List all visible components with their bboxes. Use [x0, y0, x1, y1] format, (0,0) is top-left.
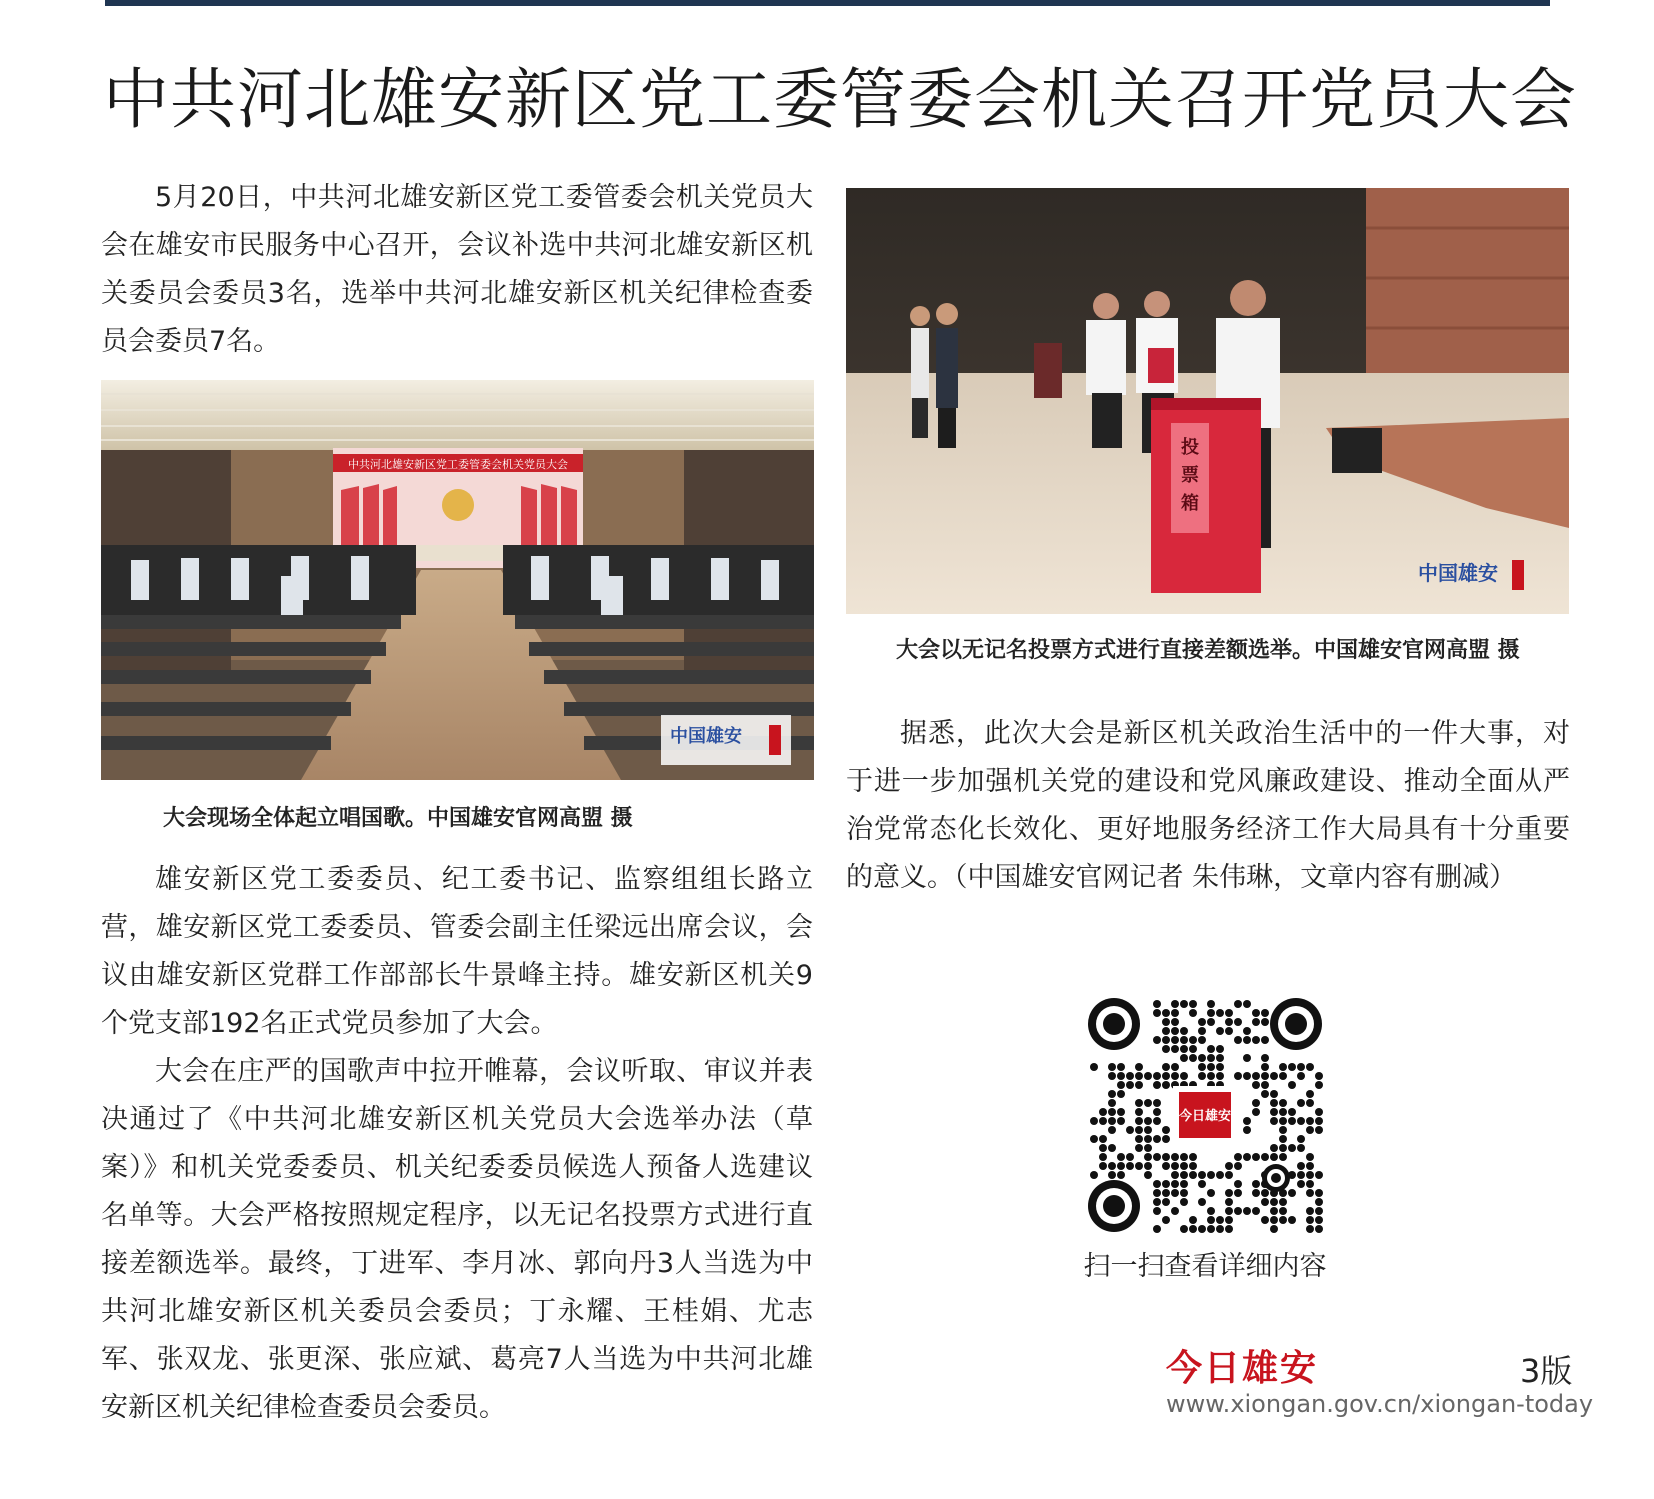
qr-dot — [1198, 1072, 1206, 1080]
qr-dot — [1198, 1036, 1206, 1044]
qr-dot — [1090, 1135, 1098, 1143]
qr-dot — [1252, 1081, 1260, 1089]
qr-dot — [1225, 1216, 1233, 1224]
qr-dot — [1243, 1036, 1251, 1044]
qr-dot — [1225, 1027, 1233, 1035]
qr-dot — [1261, 1009, 1269, 1017]
qr-dot — [1207, 1225, 1215, 1233]
qr-dot — [1288, 1216, 1296, 1224]
hall-banner-text: 中共河北雄安新区党工委管委会机关党员大会 — [348, 458, 568, 471]
qr-dot — [1315, 1117, 1323, 1125]
qr-code[interactable] — [1086, 996, 1324, 1234]
qr-dot — [1270, 1090, 1278, 1098]
qr-dot — [1153, 1225, 1161, 1233]
qr-dot — [1279, 1117, 1287, 1125]
qr-dot — [1144, 1072, 1152, 1080]
qr-dot — [1270, 1117, 1278, 1125]
qr-dot — [1279, 1063, 1287, 1071]
qr-dot — [1315, 1225, 1323, 1233]
qr-dot — [1297, 1162, 1305, 1170]
qr-dot — [1162, 1162, 1170, 1170]
qr-dot — [1117, 1090, 1125, 1098]
qr-dot — [1162, 1189, 1170, 1197]
qr-dot — [1225, 1009, 1233, 1017]
qr-dot — [1117, 1162, 1125, 1170]
qr-dot — [1306, 1153, 1314, 1161]
qr-dot — [1216, 1216, 1224, 1224]
qr-dot — [1297, 1180, 1305, 1188]
qr-dot — [1216, 1072, 1224, 1080]
qr-dot — [1288, 1063, 1296, 1071]
qr-dot — [1162, 1045, 1170, 1053]
qr-dot — [1279, 1153, 1287, 1161]
qr-dot — [1153, 1180, 1161, 1188]
qr-dot — [1189, 1045, 1197, 1053]
qr-dot — [1189, 1171, 1197, 1179]
qr-dot — [1144, 1171, 1152, 1179]
qr-dot — [1180, 1054, 1188, 1062]
qr-dot — [1279, 1072, 1287, 1080]
qr-dot — [1216, 1063, 1224, 1071]
left-column-bottom — [101, 856, 813, 1432]
qr-dot — [1153, 1117, 1161, 1125]
qr-dot — [1261, 1153, 1269, 1161]
qr-dot — [1189, 1225, 1197, 1233]
qr-dot — [1207, 1000, 1215, 1008]
qr-dot — [1288, 1189, 1296, 1197]
qr-dot — [1297, 1072, 1305, 1080]
qr-dot — [1126, 1072, 1134, 1080]
qr-dot — [1108, 1099, 1116, 1107]
paragraph-4: 据悉，此次大会是新区机关政治生活中的一件大事，对于进一步加强机关党的建设和党风廉政建设、推动全面从严治党常态化长效化、更好地服务经济工作大局具有十分重要的意义。（中国雄安官网记者 朱伟琳，文章内容有删减） — [846, 718, 1570, 893]
qr-dot — [1306, 1162, 1314, 1170]
qr-dot — [1306, 1090, 1314, 1098]
qr-dot — [1189, 1153, 1197, 1161]
photo-ballot-voting — [846, 188, 1569, 614]
qr-dot — [1234, 1072, 1242, 1080]
qr-dot — [1135, 1144, 1143, 1152]
qr-dot — [1153, 1153, 1161, 1161]
qr-dot — [1288, 1081, 1296, 1089]
qr-dot — [1279, 1126, 1287, 1134]
qr-dot — [1153, 1000, 1161, 1008]
paragraph-1: 5月20日，中共河北雄安新区党工委管委会机关党员大会在雄安市民服务中心召开，会议补选中共河北雄安新区机关委员会委员3名，选举中共河北雄安新区机关纪律检查委员会委员7名。 — [101, 182, 813, 357]
qr-dot — [1144, 1153, 1152, 1161]
ballot-voting-illustration — [846, 188, 1569, 614]
qr-dot — [1108, 1063, 1116, 1071]
qr-dot — [1171, 1063, 1179, 1071]
qr-dot — [1126, 1081, 1134, 1089]
qr-dot — [1153, 1036, 1161, 1044]
qr-dot — [1315, 1189, 1323, 1197]
qr-dot — [1306, 1117, 1314, 1125]
qr-dot — [1099, 1117, 1107, 1125]
qr-dot — [1297, 1135, 1305, 1143]
qr-dot — [1135, 1099, 1143, 1107]
qr-dot — [1108, 1144, 1116, 1152]
qr-dot — [1153, 1207, 1161, 1215]
qr-dot — [1225, 1018, 1233, 1026]
qr-dot — [1261, 1063, 1269, 1071]
edition-number: 3版 — [1520, 1352, 1573, 1390]
qr-dot — [1234, 1036, 1242, 1044]
qr-dot — [1207, 1072, 1215, 1080]
qr-dot — [1108, 1126, 1116, 1134]
qr-dot — [1315, 1207, 1323, 1215]
qr-dot — [1171, 1000, 1179, 1008]
paragraph-3: 大会在庄严的国歌声中拉开帷幕，会议听取、审议并表决通过了《中共河北雄安新区机关党员大会选举办法（草案）》和机关党委委员、机关纪委委员候选人预备人选建议名单等。大会严格按照规定程序，以无记名投票方式进行直接差额选举。最终，丁进军、李月冰、郭向丹3人当选为中共河北雄安新区机关委员会委员；丁永耀、王桂娟、尤志军、张双龙、张更深、张应斌、葛亮7人当选为中共河北雄安新区机关纪律检查委员会委员。 — [101, 1056, 813, 1423]
qr-dot — [1180, 1180, 1188, 1188]
qr-dot — [1135, 1135, 1143, 1143]
qr-dot — [1297, 1171, 1305, 1179]
qr-dot — [1252, 1009, 1260, 1017]
qr-dot — [1162, 1126, 1170, 1134]
qr-dot — [1207, 1189, 1215, 1197]
qr-dot — [1198, 1054, 1206, 1062]
qr-dot — [1234, 1207, 1242, 1215]
qr-dot — [1252, 1108, 1260, 1116]
qr-dot — [1207, 1054, 1215, 1062]
qr-dot — [1180, 1045, 1188, 1053]
qr-dot — [1306, 1171, 1314, 1179]
qr-dot — [1180, 1189, 1188, 1197]
qr-dot — [1234, 1180, 1242, 1188]
qr-dot — [1180, 1000, 1188, 1008]
qr-dot — [1117, 1117, 1125, 1125]
qr-dot — [1162, 1063, 1170, 1071]
qr-dot — [1162, 1009, 1170, 1017]
qr-dot — [1135, 1072, 1143, 1080]
qr-dot — [1171, 1036, 1179, 1044]
qr-dot — [1198, 1171, 1206, 1179]
qr-dot — [1216, 1045, 1224, 1053]
qr-finder-top-right — [1270, 998, 1322, 1050]
qr-dot — [1270, 1108, 1278, 1116]
footer-brand-logo: 今日雄安 — [1166, 1347, 1319, 1389]
qr-dot — [1108, 1108, 1116, 1116]
qr-dot — [1162, 1216, 1170, 1224]
qr-dot — [1270, 1072, 1278, 1080]
qr-dot — [1315, 1108, 1323, 1116]
qr-dot — [1180, 1072, 1188, 1080]
qr-dot — [1279, 1144, 1287, 1152]
qr-dot — [1135, 1126, 1143, 1134]
qr-dot — [1234, 1000, 1242, 1008]
qr-dot — [1234, 1189, 1242, 1197]
qr-dot — [1153, 1072, 1161, 1080]
qr-dot — [1225, 1189, 1233, 1197]
qr-dot — [1171, 1018, 1179, 1026]
qr-dot — [1108, 1117, 1116, 1125]
qr-dot — [1270, 1216, 1278, 1224]
qr-dot — [1153, 1099, 1161, 1107]
qr-dot — [1279, 1099, 1287, 1107]
qr-dot — [1270, 1207, 1278, 1215]
qr-dot — [1252, 1099, 1260, 1107]
qr-dot — [1252, 1036, 1260, 1044]
qr-dot — [1171, 1207, 1179, 1215]
qr-dot — [1171, 1072, 1179, 1080]
qr-dot — [1270, 1198, 1278, 1206]
right-column-text — [846, 710, 1570, 902]
qr-dot — [1261, 1189, 1269, 1197]
qr-dot — [1162, 1018, 1170, 1026]
qr-dot — [1297, 1144, 1305, 1152]
qr-dot — [1207, 1171, 1215, 1179]
qr-code-graphic — [1086, 996, 1324, 1234]
qr-dot — [1261, 1018, 1269, 1026]
qr-dot — [1171, 1045, 1179, 1053]
qr-dot — [1135, 1081, 1143, 1089]
footer-url[interactable]: www.xiongan.gov.cn/xiongan-today — [1166, 1390, 1594, 1418]
qr-dot — [1153, 1081, 1161, 1089]
qr-dot — [1171, 1171, 1179, 1179]
qr-dot — [1180, 1153, 1188, 1161]
qr-dot — [1180, 1162, 1188, 1170]
photo-assembly-hall — [101, 380, 814, 780]
photo2-watermark: 中国雄安 — [1418, 561, 1498, 585]
qr-dot — [1198, 1198, 1206, 1206]
qr-dot — [1117, 1081, 1125, 1089]
qr-dot — [1144, 1117, 1152, 1125]
qr-dot — [1126, 1162, 1134, 1170]
qr-dot — [1261, 1198, 1269, 1206]
qr-dot — [1135, 1108, 1143, 1116]
qr-dot — [1144, 1144, 1152, 1152]
qr-dot — [1090, 1117, 1098, 1125]
qr-dot — [1207, 1009, 1215, 1017]
qr-dot — [1198, 1225, 1206, 1233]
qr-dot — [1099, 1162, 1107, 1170]
qr-dot — [1189, 1054, 1197, 1062]
qr-dot — [1117, 1108, 1125, 1116]
assembly-hall-illustration — [101, 380, 814, 780]
qr-dot — [1279, 1108, 1287, 1116]
qr-dot — [1234, 1018, 1242, 1026]
qr-label: 扫一扫查看详细内容 — [1083, 1251, 1327, 1282]
qr-dot — [1243, 1072, 1251, 1080]
qr-dot — [1252, 1180, 1260, 1188]
qr-dot — [1297, 1117, 1305, 1125]
qr-dot — [1315, 1216, 1323, 1224]
qr-dot — [1261, 1072, 1269, 1080]
qr-finder-bottom-left — [1088, 1180, 1140, 1232]
qr-dot — [1207, 1063, 1215, 1071]
qr-dot — [1270, 1153, 1278, 1161]
qr-finder-top-left — [1088, 998, 1140, 1050]
qr-dot — [1279, 1198, 1287, 1206]
qr-dot — [1279, 1135, 1287, 1143]
qr-dot — [1261, 1054, 1269, 1062]
qr-dot — [1207, 1018, 1215, 1026]
qr-dot — [1153, 1135, 1161, 1143]
qr-dot — [1315, 1171, 1323, 1179]
qr-dot — [1117, 1063, 1125, 1071]
qr-dot — [1243, 1126, 1251, 1134]
qr-dot — [1162, 1198, 1170, 1206]
qr-dot — [1225, 1198, 1233, 1206]
qr-dot — [1306, 1099, 1314, 1107]
qr-dot — [1171, 1027, 1179, 1035]
qr-dot — [1180, 1027, 1188, 1035]
qr-dot — [1108, 1162, 1116, 1170]
qr-dot — [1198, 1063, 1206, 1071]
qr-dot — [1099, 1144, 1107, 1152]
qr-dot — [1153, 1198, 1161, 1206]
qr-center-logo: 今日雄安 — [1178, 1109, 1232, 1124]
qr-dot — [1162, 1036, 1170, 1044]
qr-dot — [1288, 1144, 1296, 1152]
qr-dot — [1216, 1171, 1224, 1179]
qr-dot — [1234, 1162, 1242, 1170]
qr-dot — [1270, 1099, 1278, 1107]
qr-alignment-mark — [1262, 1164, 1290, 1192]
qr-dot — [1162, 1081, 1170, 1089]
qr-dot — [1162, 1153, 1170, 1161]
qr-dot — [1207, 1045, 1215, 1053]
top-rule — [105, 0, 1550, 6]
qr-dot — [1252, 1207, 1260, 1215]
qr-dot — [1252, 1189, 1260, 1197]
photo1-watermark: 中国雄安 — [670, 726, 742, 747]
qr-dot — [1198, 1180, 1206, 1188]
qr-dot — [1180, 1225, 1188, 1233]
qr-dot — [1162, 1180, 1170, 1188]
ballot-box-text: 投票箱 — [1181, 437, 1199, 514]
qr-dot — [1270, 1144, 1278, 1152]
qr-dot — [1315, 1198, 1323, 1206]
qr-dot — [1288, 1108, 1296, 1116]
qr-dot — [1108, 1171, 1116, 1179]
qr-dot — [1261, 1081, 1269, 1089]
photo1-caption: 大会现场全体起立唱国歌。中国雄安官网高盟 摄 — [163, 805, 633, 831]
qr-dot — [1117, 1171, 1125, 1179]
qr-dot — [1099, 1108, 1107, 1116]
qr-dot — [1117, 1072, 1125, 1080]
qr-dot — [1315, 1126, 1323, 1134]
qr-dot — [1090, 1171, 1098, 1179]
qr-dot — [1099, 1135, 1107, 1143]
qr-dot — [1252, 1018, 1260, 1026]
qr-dot — [1171, 1189, 1179, 1197]
qr-dot — [1243, 1153, 1251, 1161]
qr-dot — [1306, 1063, 1314, 1071]
qr-dot — [1252, 1153, 1260, 1161]
qr-dot — [1153, 1108, 1161, 1116]
qr-dot — [1171, 1180, 1179, 1188]
qr-dot — [1288, 1117, 1296, 1125]
qr-dot — [1243, 1054, 1251, 1062]
qr-dot — [1279, 1216, 1287, 1224]
qr-dot — [1162, 1135, 1170, 1143]
qr-dot — [1117, 1153, 1125, 1161]
qr-dot — [1279, 1207, 1287, 1215]
qr-dot — [1243, 1027, 1251, 1035]
qr-dot — [1189, 1009, 1197, 1017]
qr-dot — [1126, 1126, 1134, 1134]
article-title: 中共河北雄安新区党工委管委会机关召开党员大会 — [103, 61, 1577, 138]
qr-dot — [1207, 1216, 1215, 1224]
qr-dot — [1225, 1162, 1233, 1170]
qr-dot — [1153, 1189, 1161, 1197]
qr-dot — [1207, 1207, 1215, 1215]
qr-dot — [1234, 1153, 1242, 1161]
qr-dot — [1306, 1180, 1314, 1188]
qr-dot — [1162, 1072, 1170, 1080]
qr-dot — [1171, 1153, 1179, 1161]
qr-dot — [1261, 1036, 1269, 1044]
qr-dot — [1243, 1117, 1251, 1125]
qr-dot — [1144, 1099, 1152, 1107]
qr-dot — [1171, 1009, 1179, 1017]
qr-dot — [1189, 1162, 1197, 1170]
qr-dot — [1144, 1135, 1152, 1143]
qr-dot — [1099, 1153, 1107, 1161]
qr-dot — [1126, 1153, 1134, 1161]
qr-dot — [1243, 1207, 1251, 1215]
qr-dot — [1216, 1009, 1224, 1017]
qr-dot — [1225, 1225, 1233, 1233]
qr-dot — [1216, 1054, 1224, 1062]
qr-dot — [1216, 1225, 1224, 1233]
qr-dot — [1297, 1099, 1305, 1107]
qr-dot — [1297, 1063, 1305, 1071]
qr-dot — [1306, 1189, 1314, 1197]
qr-dot — [1180, 1171, 1188, 1179]
qr-dot — [1135, 1117, 1143, 1125]
qr-dot — [1189, 1216, 1197, 1224]
qr-dot — [1198, 1018, 1206, 1026]
qr-dot — [1315, 1072, 1323, 1080]
qr-dot — [1108, 1072, 1116, 1080]
qr-dot — [1108, 1090, 1116, 1098]
qr-dot — [1162, 1027, 1170, 1035]
qr-dot — [1225, 1171, 1233, 1179]
qr-dot — [1144, 1126, 1152, 1134]
qr-dot — [1306, 1207, 1314, 1215]
photo2-caption: 大会以无记名投票方式进行直接差额选举。中国雄安官网高盟 摄 — [896, 637, 1520, 663]
qr-dot — [1180, 1198, 1188, 1206]
qr-dot — [1216, 1027, 1224, 1035]
qr-dot — [1135, 1162, 1143, 1170]
qr-dot — [1225, 1207, 1233, 1215]
qr-dot — [1306, 1225, 1314, 1233]
paragraph-2: 雄安新区党工委委员、纪工委书记、监察组组长路立营，雄安新区党工委委员、管委会副主任梁远出席会议，会议由雄安新区党群工作部部长牛景峰主持。雄安新区机关9个党支部192名正式党员参加了大会。 — [101, 864, 813, 1039]
qr-dot — [1144, 1162, 1152, 1170]
qr-dot — [1306, 1126, 1314, 1134]
qr-dot — [1153, 1009, 1161, 1017]
qr-dot — [1180, 1036, 1188, 1044]
qr-dot — [1243, 1000, 1251, 1008]
qr-dot — [1090, 1063, 1098, 1071]
qr-dot — [1252, 1072, 1260, 1080]
qr-dot — [1261, 1090, 1269, 1098]
qr-dot — [1261, 1216, 1269, 1224]
qr-dot — [1171, 1162, 1179, 1170]
qr-dot — [1306, 1216, 1314, 1224]
left-column-top — [101, 174, 813, 366]
qr-dot — [1198, 1027, 1206, 1035]
qr-dot — [1270, 1225, 1278, 1233]
qr-dot — [1189, 1000, 1197, 1008]
qr-dot — [1189, 1036, 1197, 1044]
qr-dot — [1135, 1063, 1143, 1071]
qr-dot — [1315, 1081, 1323, 1089]
